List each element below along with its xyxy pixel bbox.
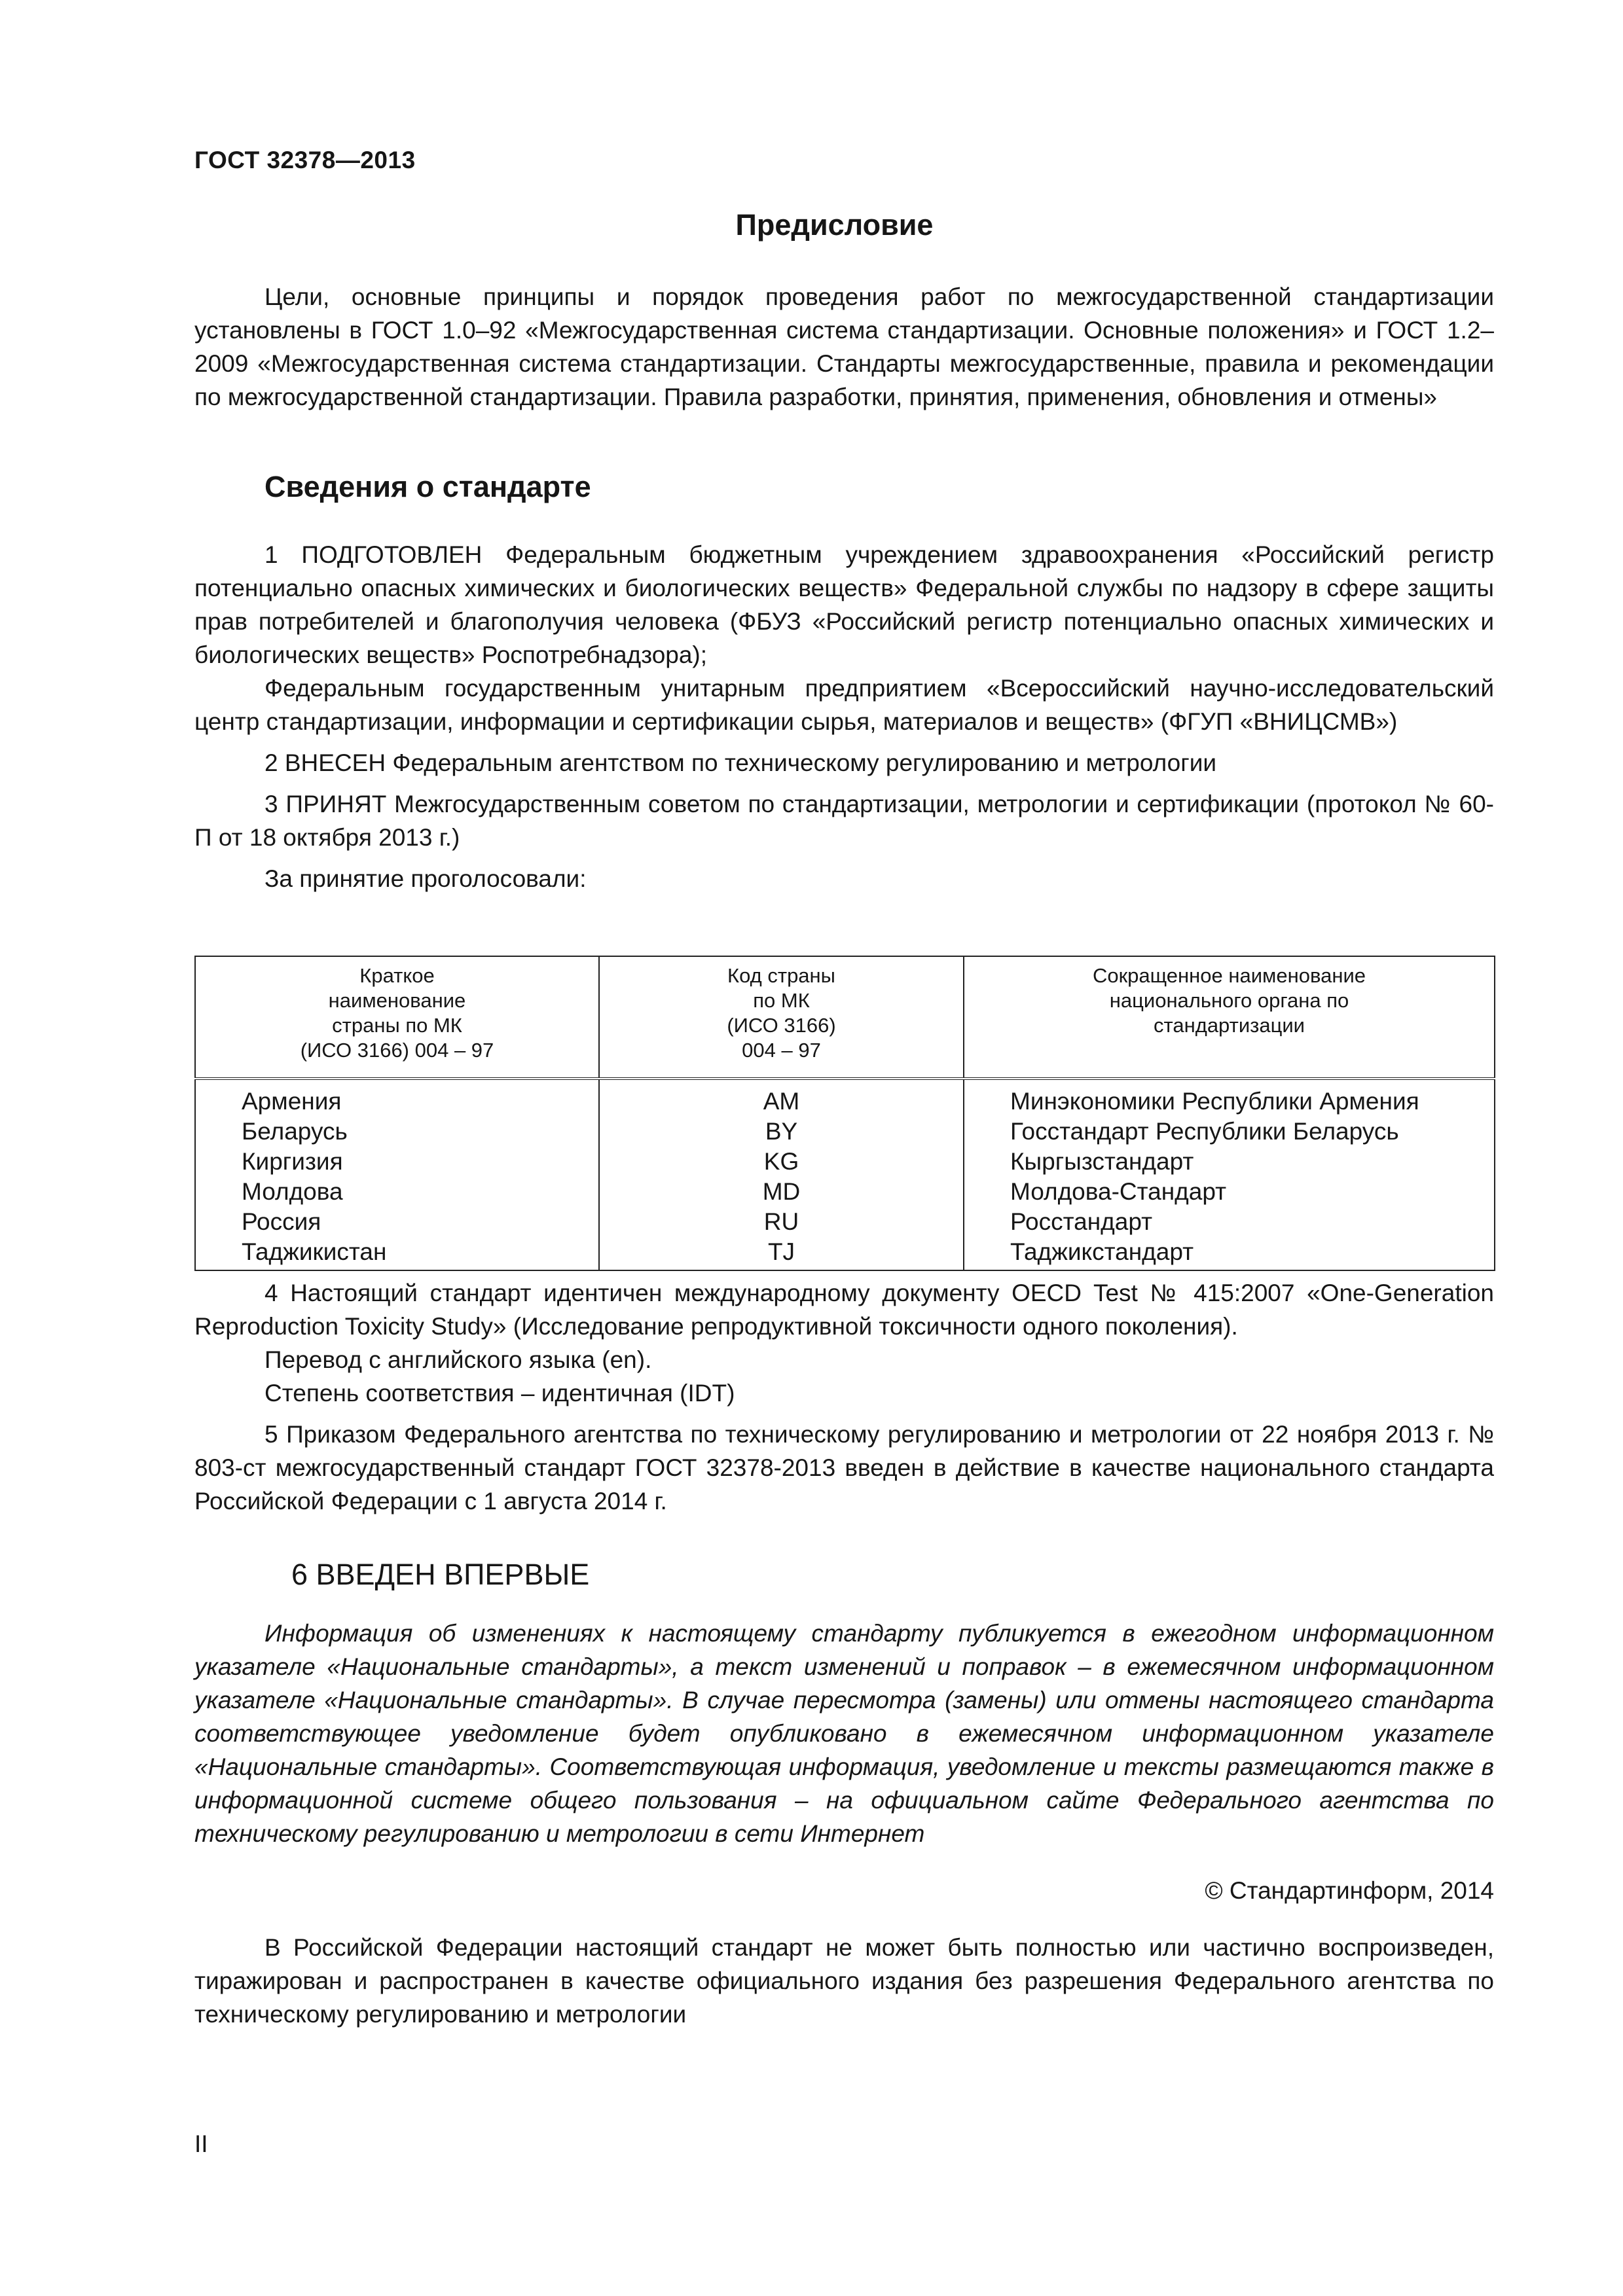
item-3: 3 ПРИНЯТ Межгосударственным советом по стандартизации, метрологии и сертификации (протокол № 60-П от 18 октября 2013 г.) xyxy=(194,791,1494,851)
item-5: 5 Приказом Федерального агентства по техническому регулированию и метрологии от 22 ноября 2013 г. № 803-ст межгосударственный стандарт ГОСТ 32378-2013 введен в действие в качестве национального стандарта Российской Федерации с 1 августа 2014 г. xyxy=(194,1421,1494,1515)
table-header-body: Сокращенное наименование национального органа по стандартизации xyxy=(964,956,1495,1079)
info-title: Сведения о стандарте xyxy=(264,470,591,503)
country-code: MD xyxy=(599,1177,964,1207)
country-name: Таджикистан xyxy=(195,1237,599,1270)
table-row xyxy=(195,1147,1495,1177)
copyright: © Стандартинформ, 2014 xyxy=(1205,1877,1494,1904)
reproduction-notice: В Российской Федерации настоящий стандарт не может быть полностью или частично воспроизведен, тиражирован и распространен в качестве официального издания без разрешения Федерального агентства по техническому регулированию и метрологии xyxy=(194,1934,1494,2028)
country-code: BY xyxy=(599,1117,964,1147)
info-items-4-5 xyxy=(194,1276,1494,1518)
standards-body: Росстандарт xyxy=(964,1207,1495,1237)
country-name: Киргизия xyxy=(195,1147,599,1177)
table-header-code: Код страны по МК (ИСО 3166) 004 – 97 xyxy=(599,956,964,1079)
votes-intro: За принятие проголосовали: xyxy=(264,865,587,892)
country-name: Молдова xyxy=(195,1177,599,1207)
country-code: AM xyxy=(599,1079,964,1117)
standards-body: Минэкономики Республики Армения xyxy=(964,1079,1495,1117)
standards-body: Молдова-Стандарт xyxy=(964,1177,1495,1207)
country-name: Армения xyxy=(195,1079,599,1117)
votes-table xyxy=(194,956,1495,1271)
foreword-text: Цели, основные принципы и порядок проведения работ по межгосударственной стандартизации установлены в ГОСТ 1.0–92 «Межгосударственная система стандартизации. Основные положения» и ГОСТ 1.2–2009 «Межгосударственная система стандартизации. Стандарты межгосударственные, правила и рекомендации по межгосударственной стандартизации. Правила разработки, принятия, применения, обновления и отмены» xyxy=(194,283,1494,410)
item-4-translation: Перевод с английского языка (en). xyxy=(264,1346,652,1373)
country-name: Россия xyxy=(195,1207,599,1237)
standard-id: ГОСТ 32378—2013 xyxy=(194,147,416,173)
table-row xyxy=(195,1237,1495,1270)
table-header-country: Краткое наименование страны по МК (ИСО 3166) 004 – 97 xyxy=(195,956,599,1079)
foreword-text-block xyxy=(194,280,1494,414)
table-row xyxy=(195,1079,1495,1117)
foreword-title: Предисловие xyxy=(735,208,934,242)
table-row xyxy=(195,1177,1495,1207)
standards-body: Госстандарт Республики Беларусь xyxy=(964,1117,1495,1147)
standards-body: Таджикстандарт xyxy=(964,1237,1495,1270)
item-2: 2 ВНЕСЕН Федеральным агентством по техническому регулированию и метрологии xyxy=(264,749,1217,776)
table-row xyxy=(195,1117,1495,1147)
standards-body: Кыргызстандарт xyxy=(964,1147,1495,1177)
reproduction-block xyxy=(194,1931,1494,2031)
page-number: II xyxy=(194,2130,208,2157)
notice-text: Информация об изменениях к настоящему стандарту публикуется в ежегодном информационном указателе «Национальные стандарты», а текст изменений и поправок – в ежемесячном информационном указателе «Национальные стандарты». В случае пересмотра (замены) или отмены настоящего стандарта соответствующее уведомление будет опубликовано в ежемесячном информационном указателе «Национальные стандарты». Соответствующая информация, уведомление и тексты размещаются также в информационной системе общего пользования – на официальном сайте Федерального агентства по техническому регулированию и метрологии в сети Интернет xyxy=(194,1620,1494,1847)
item-4-degree: Степень соответствия – идентичная (IDT) xyxy=(264,1380,735,1407)
item-4: 4 Настоящий стандарт идентичен международному документу OECD Test № 415:2007 «One-Generation Reproduction Toxicity Study» (Исследование репродуктивной токсичности одного поколения). xyxy=(194,1280,1494,1340)
item-1-continued: Федеральным государственным унитарным предприятием «Всероссийский научно-исследовательский центр стандартизации, информации и сертификации сырья, материалов и веществ» (ФГУП «ВНИЦСМВ») xyxy=(194,675,1494,735)
notice-block xyxy=(194,1617,1494,1850)
item-1: 1 ПОДГОТОВЛЕН Федеральным бюджетным учреждением здравоохранения «Российский регистр потенциально опасных химических и биологических веществ» Федеральной службы по надзору в сфере защиты прав потребителей и благополучия человека (ФБУЗ «Российский регистр потенциально опасных химических и биологических веществ» Роспотребнадзора); xyxy=(194,541,1494,668)
country-code: RU xyxy=(599,1207,964,1237)
country-name: Беларусь xyxy=(195,1117,599,1147)
item-6: 6 ВВЕДЕН ВПЕРВЫЕ xyxy=(291,1558,590,1591)
country-code: TJ xyxy=(599,1237,964,1270)
info-items-1-3 xyxy=(194,538,1494,895)
country-code: KG xyxy=(599,1147,964,1177)
table-row xyxy=(195,1207,1495,1237)
table-header-row xyxy=(195,956,1495,1079)
